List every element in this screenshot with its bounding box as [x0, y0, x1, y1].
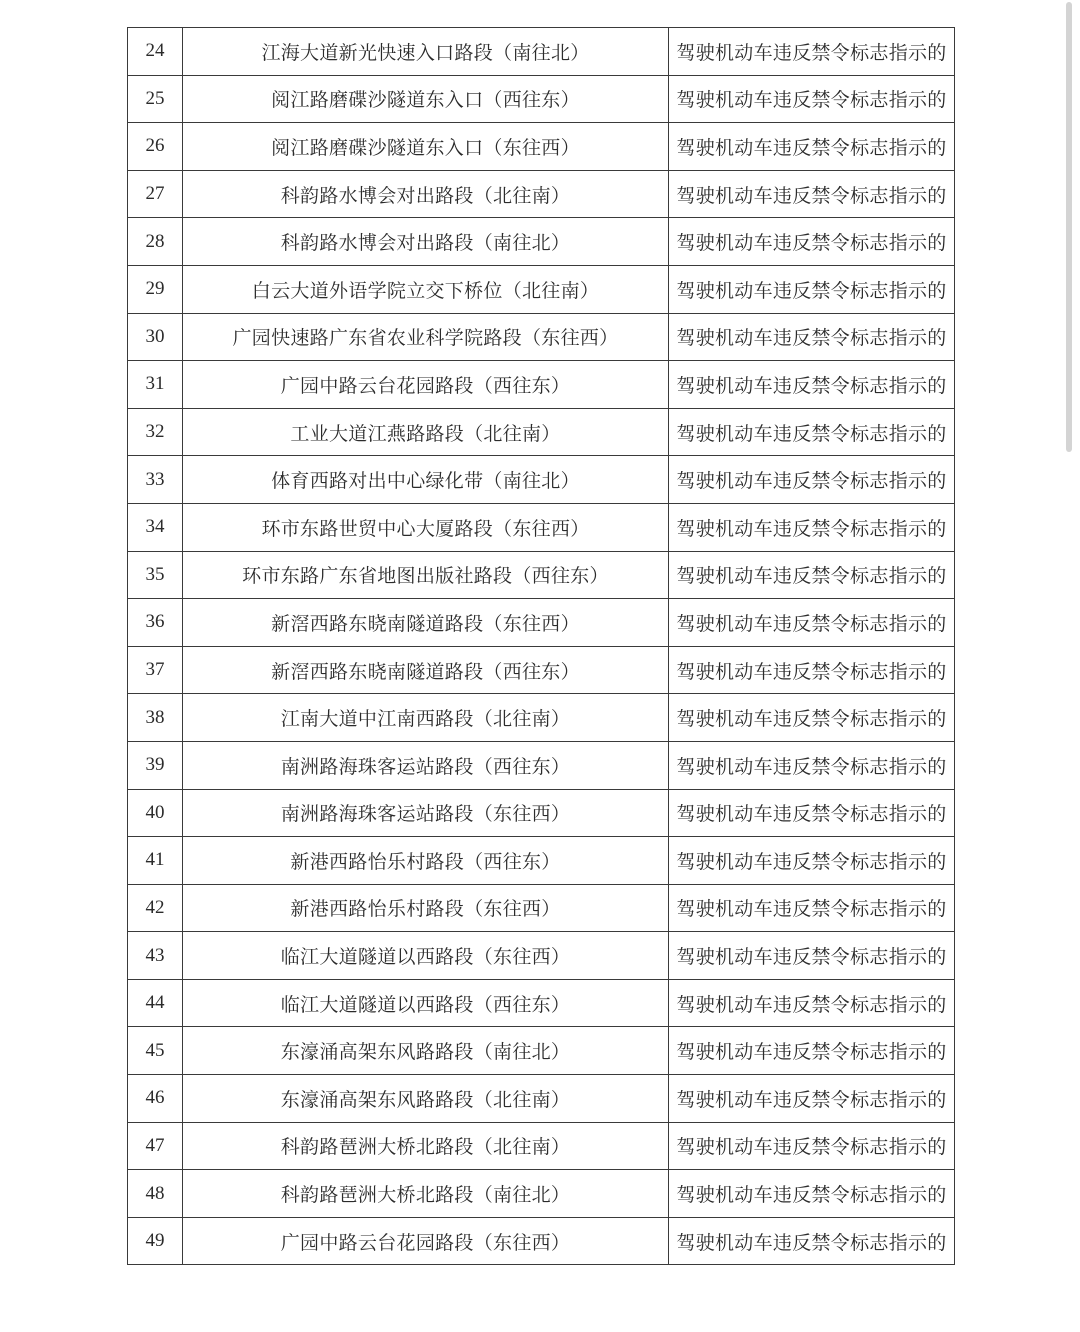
violation-cell: 驾驶机动车违反禁令标志指示的: [669, 265, 955, 313]
row-number: 26: [128, 123, 183, 171]
location-cell: 体育西路对出中心绿化带（南往北）: [183, 456, 669, 504]
violation-cell: 驾驶机动车违反禁令标志指示的: [669, 503, 955, 551]
table-row: [128, 551, 955, 599]
row-number: 29: [128, 265, 183, 313]
row-number: 41: [128, 837, 183, 885]
row-number: 43: [128, 932, 183, 980]
table-row: [128, 75, 955, 123]
table-row: [128, 741, 955, 789]
violation-cell: 驾驶机动车违反禁令标志指示的: [669, 551, 955, 599]
violation-cell: 驾驶机动车违反禁令标志指示的: [669, 456, 955, 504]
violation-cell: 驾驶机动车违反禁令标志指示的: [669, 28, 955, 76]
violation-cell: 驾驶机动车违反禁令标志指示的: [669, 1170, 955, 1218]
row-number: 46: [128, 1075, 183, 1123]
row-number: 47: [128, 1122, 183, 1170]
location-cell: 阅江路磨碟沙隧道东入口（西往东）: [183, 75, 669, 123]
table-row: [128, 1075, 955, 1123]
table-row: [128, 170, 955, 218]
location-cell: 东濠涌高架东风路路段（北往南）: [183, 1075, 669, 1123]
location-cell: 环市东路广东省地图出版社路段（西往东）: [183, 551, 669, 599]
row-number: 33: [128, 456, 183, 504]
location-cell: 白云大道外语学院立交下桥位（北往南）: [183, 265, 669, 313]
violation-cell: 驾驶机动车违反禁令标志指示的: [669, 932, 955, 980]
violation-cell: 驾驶机动车违反禁令标志指示的: [669, 694, 955, 742]
table-body: [128, 28, 955, 1265]
table-row: [128, 1027, 955, 1075]
table-row: [128, 884, 955, 932]
violation-cell: 驾驶机动车违反禁令标志指示的: [669, 361, 955, 409]
row-number: 37: [128, 646, 183, 694]
violation-cell: 驾驶机动车违反禁令标志指示的: [669, 1217, 955, 1265]
row-number: 44: [128, 979, 183, 1027]
location-cell: 临江大道隧道以西路段（东往西）: [183, 932, 669, 980]
location-cell: 环市东路世贸中心大厦路段（东往西）: [183, 503, 669, 551]
table-row: [128, 503, 955, 551]
violation-cell: 驾驶机动车违反禁令标志指示的: [669, 408, 955, 456]
vertical-scrollbar[interactable]: [1066, 2, 1072, 452]
location-cell: 南洲路海珠客运站路段（东往西）: [183, 789, 669, 837]
table-row: [128, 313, 955, 361]
location-cell: 科韵路水博会对出路段（北往南）: [183, 170, 669, 218]
row-number: 36: [128, 599, 183, 647]
location-cell: 阅江路磨碟沙隧道东入口（东往西）: [183, 123, 669, 171]
violation-cell: 驾驶机动车违反禁令标志指示的: [669, 741, 955, 789]
table-row: [128, 837, 955, 885]
table-row: [128, 694, 955, 742]
violation-cell: 驾驶机动车违反禁令标志指示的: [669, 979, 955, 1027]
row-number: 30: [128, 313, 183, 361]
location-cell: 江南大道中江南西路段（北往南）: [183, 694, 669, 742]
location-cell: 东濠涌高架东风路路段（南往北）: [183, 1027, 669, 1075]
row-number: 31: [128, 361, 183, 409]
location-cell: 新港西路怡乐村路段（东往西）: [183, 884, 669, 932]
violation-cell: 驾驶机动车违反禁令标志指示的: [669, 789, 955, 837]
location-cell: 广园中路云台花园路段（西往东）: [183, 361, 669, 409]
violation-cell: 驾驶机动车违反禁令标志指示的: [669, 75, 955, 123]
violation-cell: 驾驶机动车违反禁令标志指示的: [669, 170, 955, 218]
violation-cell: 驾驶机动车违反禁令标志指示的: [669, 837, 955, 885]
row-number: 25: [128, 75, 183, 123]
location-cell: 广园快速路广东省农业科学院路段（东往西）: [183, 313, 669, 361]
row-number: 32: [128, 408, 183, 456]
location-cell: 科韵路水博会对出路段（南往北）: [183, 218, 669, 266]
table-row: [128, 789, 955, 837]
location-cell: 科韵路琶洲大桥北路段（南往北）: [183, 1170, 669, 1218]
table-row: [128, 1217, 955, 1265]
table-row: [128, 123, 955, 171]
violation-cell: 驾驶机动车违反禁令标志指示的: [669, 599, 955, 647]
violation-cell: 驾驶机动车违反禁令标志指示的: [669, 646, 955, 694]
table-row: [128, 599, 955, 647]
table-row: [128, 979, 955, 1027]
row-number: 34: [128, 503, 183, 551]
location-cell: 江海大道新光快速入口路段（南往北）: [183, 28, 669, 76]
table-row: [128, 361, 955, 409]
row-number: 35: [128, 551, 183, 599]
row-number: 39: [128, 741, 183, 789]
row-number: 40: [128, 789, 183, 837]
violation-cell: 驾驶机动车违反禁令标志指示的: [669, 218, 955, 266]
location-cell: 新滘西路东晓南隧道路段（西往东）: [183, 646, 669, 694]
row-number: 48: [128, 1170, 183, 1218]
violation-cell: 驾驶机动车违反禁令标志指示的: [669, 1122, 955, 1170]
location-cell: 科韵路琶洲大桥北路段（北往南）: [183, 1122, 669, 1170]
table-row: [128, 218, 955, 266]
row-number: 24: [128, 28, 183, 76]
row-number: 45: [128, 1027, 183, 1075]
table-row: [128, 932, 955, 980]
violation-cell: 驾驶机动车违反禁令标志指示的: [669, 1027, 955, 1075]
enforcement-location-table: [127, 27, 955, 1265]
row-number: 42: [128, 884, 183, 932]
table-row: [128, 1170, 955, 1218]
location-cell: 广园中路云台花园路段（东往西）: [183, 1217, 669, 1265]
row-number: 27: [128, 170, 183, 218]
row-number: 28: [128, 218, 183, 266]
location-cell: 工业大道江燕路路段（北往南）: [183, 408, 669, 456]
table-row: [128, 408, 955, 456]
location-cell: 新滘西路东晓南隧道路段（东往西）: [183, 599, 669, 647]
location-cell: 临江大道隧道以西路段（西往东）: [183, 979, 669, 1027]
table-row: [128, 28, 955, 76]
location-cell: 南洲路海珠客运站路段（西往东）: [183, 741, 669, 789]
row-number: 38: [128, 694, 183, 742]
table-row: [128, 646, 955, 694]
table-row: [128, 265, 955, 313]
violation-cell: 驾驶机动车违反禁令标志指示的: [669, 1075, 955, 1123]
violation-cell: 驾驶机动车违反禁令标志指示的: [669, 123, 955, 171]
row-number: 49: [128, 1217, 183, 1265]
violation-cell: 驾驶机动车违反禁令标志指示的: [669, 884, 955, 932]
table-row: [128, 456, 955, 504]
location-cell: 新港西路怡乐村路段（西往东）: [183, 837, 669, 885]
table-row: [128, 1122, 955, 1170]
violation-cell: 驾驶机动车违反禁令标志指示的: [669, 313, 955, 361]
